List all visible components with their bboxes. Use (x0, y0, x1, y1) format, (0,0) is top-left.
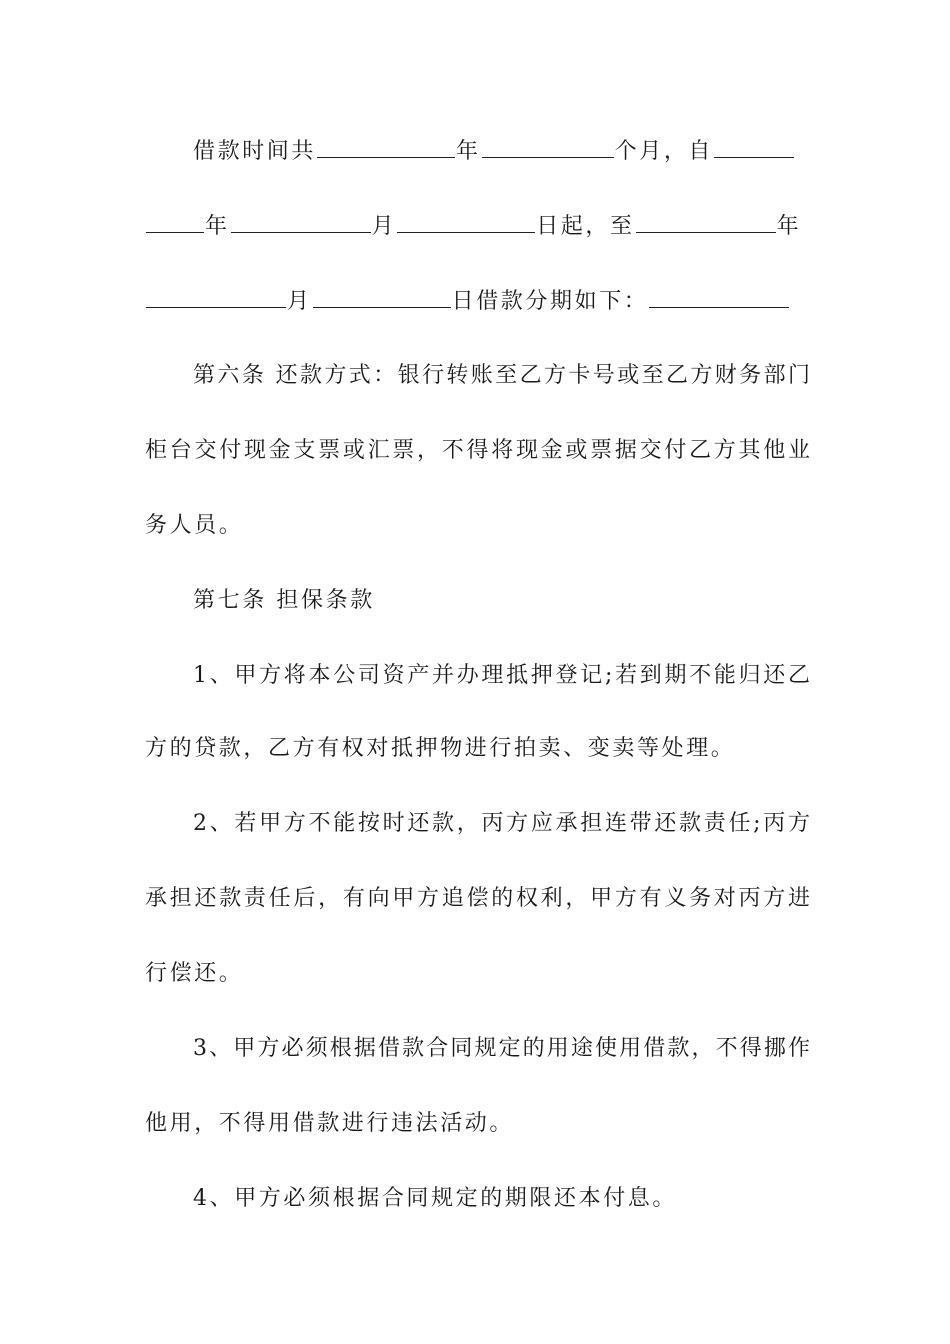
clause-2-line-1: 2、若甲方不能按时还款，丙方应承担连带还款责任;丙方 (193, 811, 810, 836)
months-from-label: 个月，自 (614, 139, 714, 164)
start-year-blank-part1[interactable] (714, 135, 794, 158)
clause-3-line-2: 他用，不得用借款进行违法活动。 (145, 1111, 515, 1136)
start-year-unit: 年 (205, 214, 230, 239)
end-year-blank[interactable] (636, 210, 776, 233)
article-6-line-2: 柜台交付现金支票或汇票，不得将现金或票据交付乙方其他业 (145, 438, 810, 463)
clause-4-line-1: 4、甲方必须根据合同规定的期限还本付息。 (193, 1186, 677, 1211)
start-month-unit: 月 (371, 214, 397, 239)
clause-2-line-2: 承担还款责任后，有向甲方追偿的权利，甲方有义务对丙方进 (145, 886, 810, 911)
loan-term-line-3 (145, 285, 810, 317)
months-blank[interactable] (482, 135, 614, 158)
clause-2-line-3: 行偿还。 (145, 961, 244, 986)
start-day-to-label: 日起，至 (536, 214, 635, 239)
clause-1-line-1: 1、甲方将本公司资产并办理抵押登记;若到期不能归还乙 (193, 663, 810, 688)
clause-1-line-2: 方的贷款，乙方有权对抵押物进行拍卖、变卖等处理。 (145, 736, 736, 761)
article-6-line-1: 第六条 还款方式：银行转账至乙方卡号或至乙方财务部门 (193, 363, 810, 388)
loan-term-line-2 (145, 210, 810, 242)
loan-term-line-1 (145, 135, 810, 167)
start-day-blank[interactable] (397, 210, 535, 233)
start-month-blank[interactable] (231, 210, 371, 233)
end-month-unit: 月 (287, 289, 312, 314)
installments-blank[interactable] (649, 285, 789, 308)
loan-term-label: 借款时间共 (193, 139, 317, 164)
start-year-blank-part2[interactable] (146, 210, 204, 233)
end-year-unit: 年 (776, 214, 802, 239)
end-month-blank[interactable] (146, 285, 286, 308)
year-unit-label: 年 (456, 139, 481, 164)
years-blank[interactable] (317, 135, 455, 158)
article-6-line-3: 务人员。 (145, 513, 244, 538)
clause-3-line-1: 3、甲方必须根据借款合同规定的用途使用借款，不得挪作 (193, 1036, 810, 1061)
installments-label: 日借款分期如下： (451, 289, 649, 314)
end-day-blank[interactable] (313, 285, 451, 308)
article-7-heading: 第七条 担保条款 (193, 588, 375, 613)
